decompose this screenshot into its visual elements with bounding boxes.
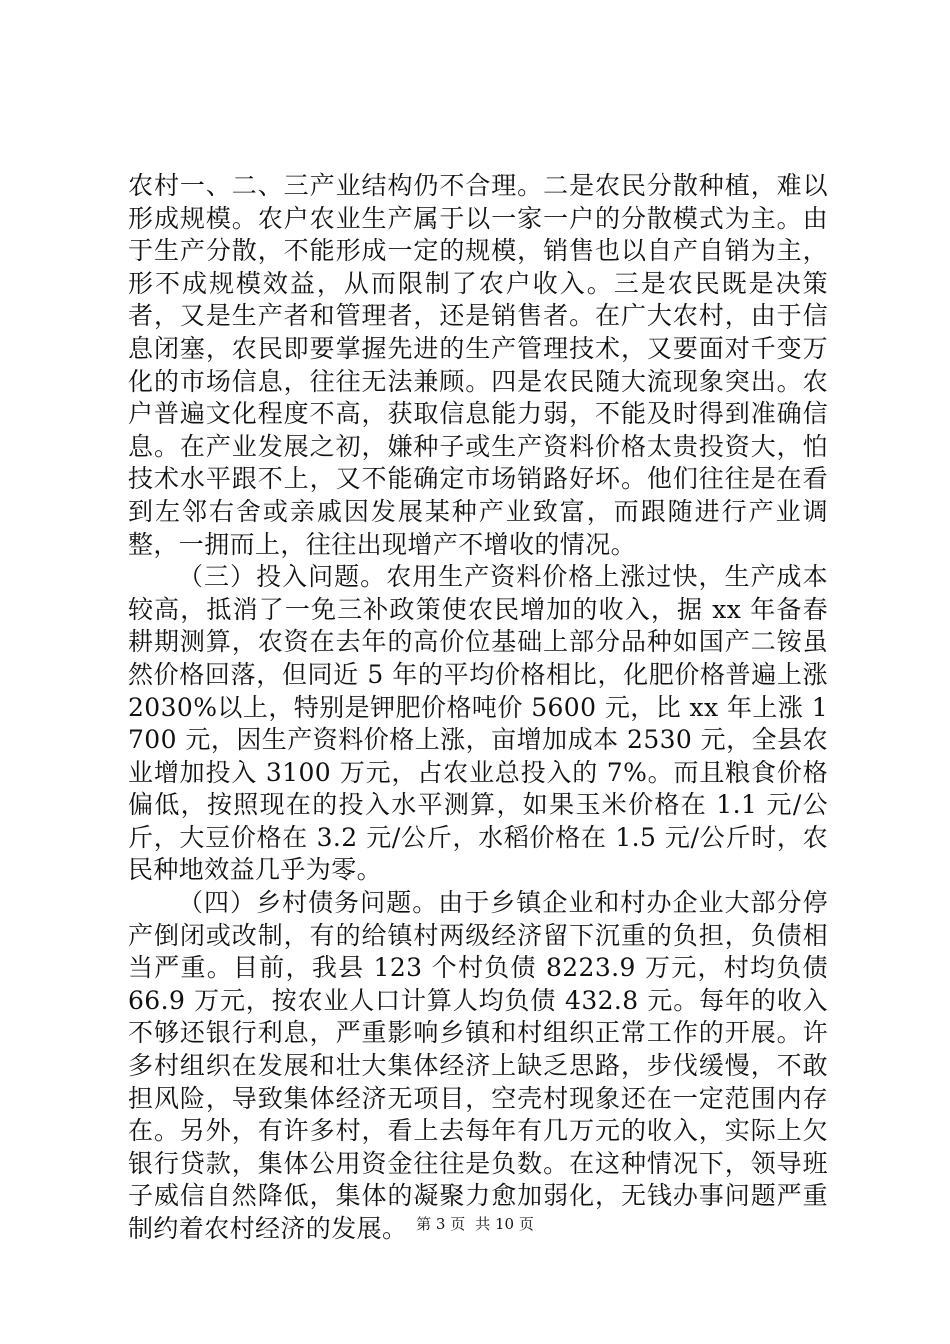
page-number-current: 第 3 页 bbox=[416, 1215, 466, 1233]
paragraph-input-problem: （三）投入问题。农用生产资料价格上涨过快，生产成本较高，抵消了一免三补政策使农民增加的收入，据 xx 年备春耕期测算，农资在去年的高价位基础上部分品种如国产二铵虽然价格回落，但同近 5 年的平均价格相比，化肥价格普遍上涨 2030%以上，特别是钾肥价格吨价 5600 元，比 xx 年上涨 1700 元，因生产资料价格上涨，亩增加成本 2530 元，全县农业增加投入 3100 万元，占农业总投入的 7%。而且粮食价格偏低，按照现在的投入水平测算，如果玉米价格在 1.1 元/公斤，大豆价格在 3.2 元/公斤，水稻价格在 1.5 元/公斤时，农民种地效益几乎为零。 bbox=[128, 562, 828, 885]
paragraph-debt-problem: （四）乡村债务问题。由于乡镇企业和村办企业大部分停产倒闭或改制，有的给镇村两级经济留下沉重的负担，负债相当严重。目前，我县 123 个村负债 8223.9 万元，村均负债 66.9 万元，按农业人口计算人均负债 432.8 元。每年的收入不够还银行利息，严重影响乡镇和村组织正常工作的开展。许多村组织在发展和壮大集体经济上缺乏思路，步伐缓慢，不敢担风险，导致集体经济无项目，空壳村现象还在一定范围内存在。另外，有许多村，看上去每年有几万元的收入，实际上欠银行贷款，集体公用资金往往是负数。在这种情况下，领导班子威信自然降低，集体的凝聚力愈加弱化，无钱办事问题严重制约着农村经济的发展。 bbox=[128, 888, 828, 1243]
page-number-total: 共 10 页 bbox=[475, 1215, 534, 1233]
body-text bbox=[128, 170, 828, 1246]
page-footer bbox=[0, 1214, 950, 1234]
paragraph-continued: 农村一、二、三产业结构仍不合理。二是农民分散种植，难以形成规模。农户农业生产属于以一家一户的分散模式为主。由于生产分散，不能形成一定的规模，销售也以自产自销为主，形不成规模效益，从而限制了农户收入。三是农民既是决策者，又是生产者和管理者，还是销售者。在广大农村，由于信息闭塞，农民即要掌握先进的生产管理技术，又要面对千变万化的市场信息，往往无法兼顾。四是农民随大流现象突出。农户普遍文化程度不高，获取信息能力弱，不能及时得到准确信息。在产业发展之初，嫌种子或生产资料价格太贵投资大，怕技术水平跟不上，又不能确定市场销路好坏。他们往往是在看到左邻右舍或亲戚因发展某种产业致富，而跟随进行产业调整，一拥而上，往往出现增产不增收的情况。 bbox=[128, 171, 828, 559]
